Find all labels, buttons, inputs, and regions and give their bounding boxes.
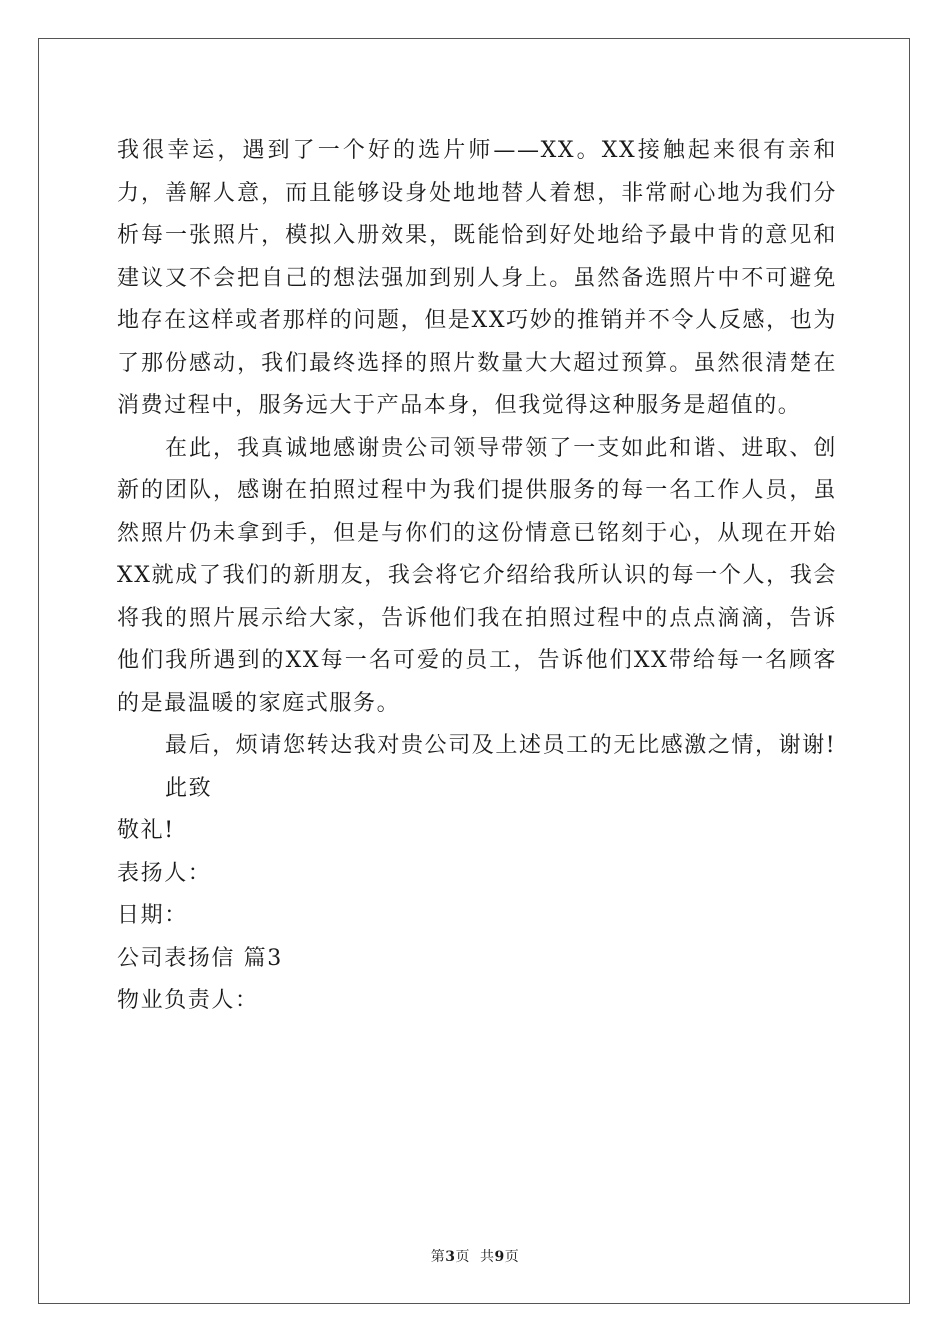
salute-line: 敬礼! [117,818,175,843]
total-prefix: 共 [480,1249,495,1265]
page-total: 9 [494,1249,505,1265]
closing-line: 此致 [165,775,213,801]
page-prefix: 第 [430,1249,446,1265]
paragraph-3: 最后，烦请您转达我对贵公司及上述员工的无比感激之情，谢谢! [165,733,837,758]
page-suffix: 页 [455,1249,470,1265]
next-letter-title: 公司表扬信 篇3 [117,945,283,971]
page-footer [0,1246,950,1266]
paragraph-2: 在此，我真诚地感谢贵公司领导带领了一支如此和谐、进取、创新的团队，感谢在拍照过程中为我们提供服务的每一名工作人员，虽然照片仍未拿到手，但是与你们的这份情意已铭刻于心，从现在开始XX就成了我们的新朋友，我会将它介绍给我所认识的每一个人，我会将我的照片展示给大家，告诉他们我在拍照过程中的点点滴滴，告诉他们我所遇到的XX每一名可爱的员工，告诉他们XX带给每一名顾客的是最温暖的家庭式服务。 [117,435,837,716]
date-label: 日期： [117,903,188,928]
next-letter-addressee: 物业负责人： [117,988,259,1013]
page-current: 3 [445,1249,456,1265]
document-body [117,130,837,1023]
paragraph-1: 我很幸运，遇到了一个好的选片师——XX。XX接触起来很有亲和力，善解人意，而且能够设身处地地替人着想，非常耐心地为我们分析每一张照片，模拟入册效果，既能恰到好处地给予最中肯的意见和建议又不会把自己的想法强加到别人身上。虽然备选照片中不可避免地存在这样或者那样的问题，但是XX巧妙的推销并不令人反感，也为了那份感动，我们最终选择的照片数量大大超过预算。虽然很清楚在消费过程中，服务远大于产品本身，但我觉得这种服务是超值的。 [117,138,837,418]
signer-label: 表扬人： [117,860,212,886]
total-suffix: 页 [504,1249,520,1265]
